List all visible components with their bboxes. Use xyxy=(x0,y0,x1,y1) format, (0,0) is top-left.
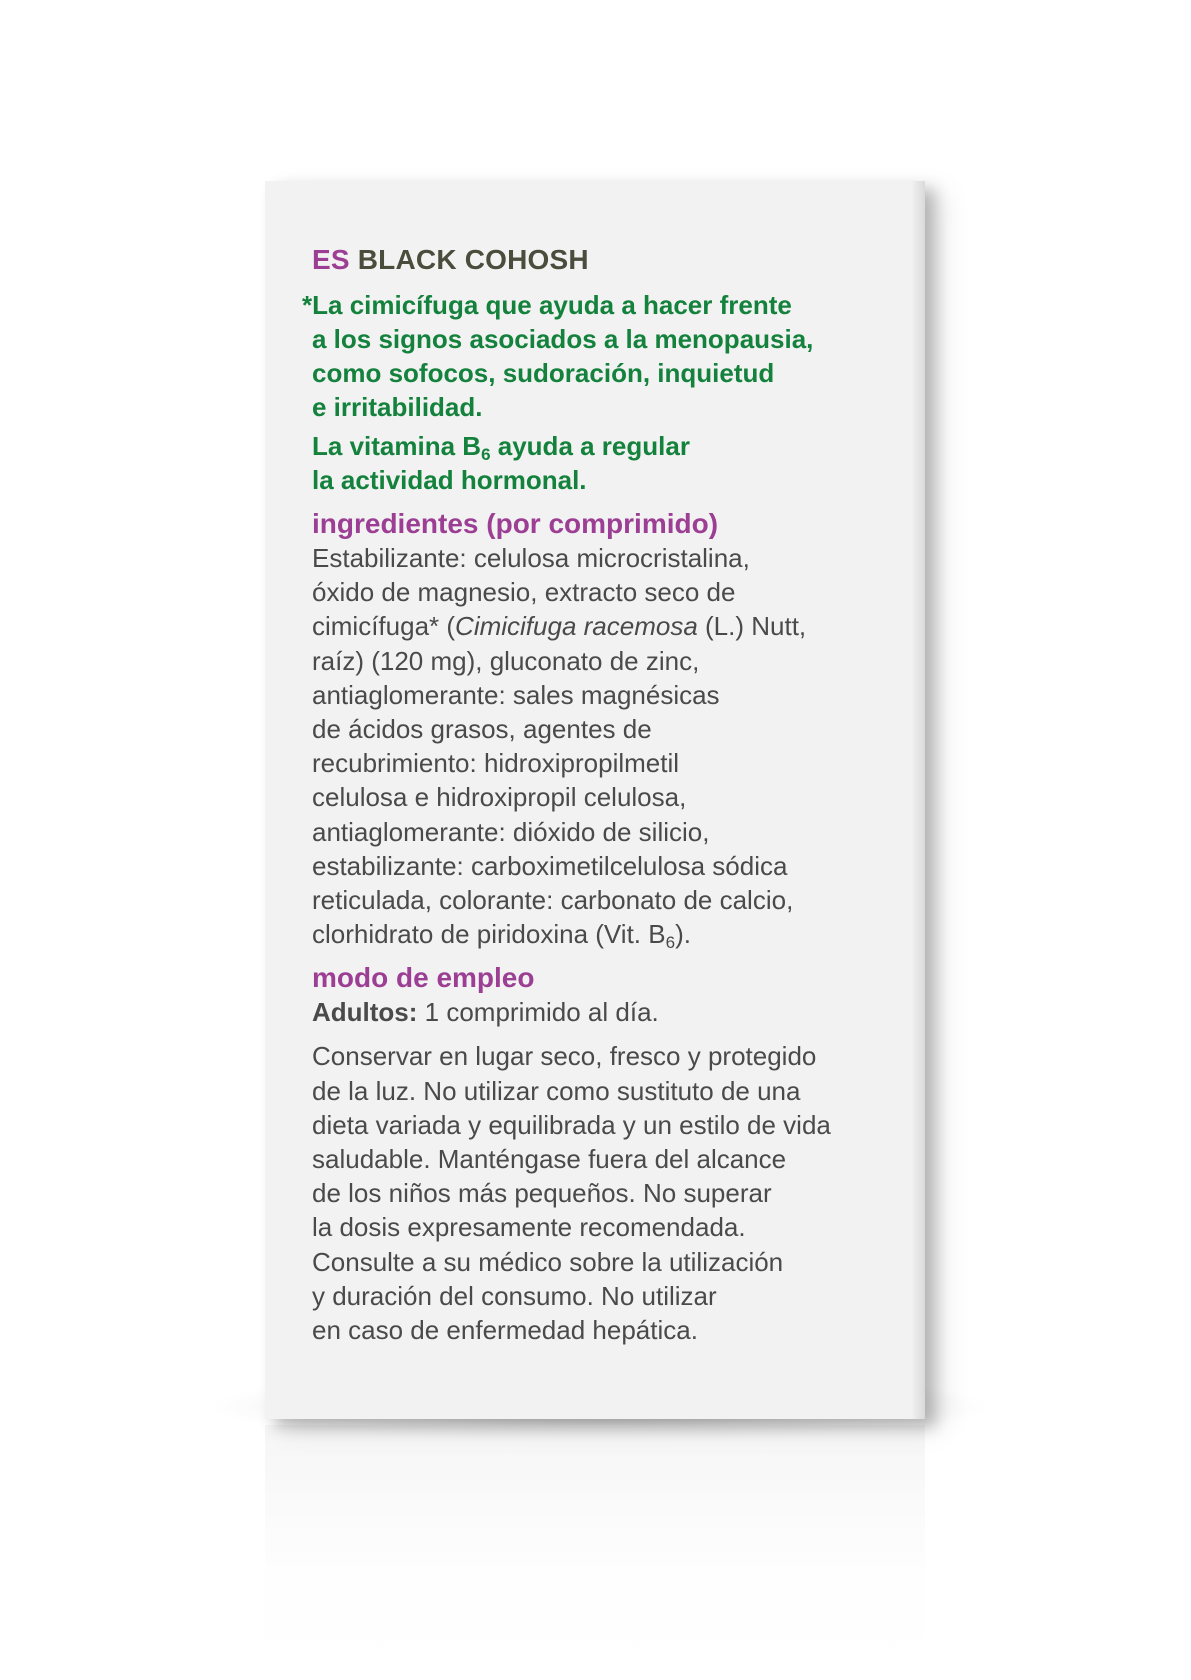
usage-text: 1 comprimido al día. xyxy=(417,997,659,1028)
ingredients-title: ingredientes (por comprimido) xyxy=(312,508,719,539)
language-code: ES xyxy=(312,244,350,275)
ingredients-botanical-name: Cimicifuga racemosa xyxy=(455,611,698,642)
health-claim-vitamin-b6 xyxy=(312,429,907,497)
ingredients-text-end: ). xyxy=(675,919,691,950)
product-name: BLACK COHOSH xyxy=(357,244,589,275)
claim-b6-text-end: ayuda a regular la actividad hormonal. xyxy=(312,431,690,495)
ingredients-text-middle: (L.) Nutt, raíz) (120 mg), gluconato de zinc, antiaglomerante: sales magnésicas de ácidos grasos, agentes de recubrimiento: hidroxipropilmetil celulosa e hidroxipropil celulosa, antiaglomerante: dióxido de silicio, estabilizante: carboximetilcelulosa sódica reticulada, colorante: carbonato de calcio, clorhidrato de piridoxina (Vit. B xyxy=(312,611,807,950)
ingredients-subscript: 6 xyxy=(665,933,676,953)
storage-warnings: Conservar en lugar seco, fresco y protegido de la luz. No utilizar como sustituto de una dieta variada y equilibrada y un estilo de vida saludable. Manténgase fuera del alcance de los niños más pequeños. No superar la dosis expresamente recomendada. Consulte a su médico sobre la utilización y duración del consumo. No utilizar en caso de enfermedad hepática. xyxy=(312,1041,831,1346)
ingredients-list xyxy=(312,541,907,951)
usage-label: Adultos: xyxy=(312,997,418,1028)
claim-b6-text-start: La vitamina B xyxy=(312,431,482,461)
box-reflection xyxy=(265,1425,925,1680)
claim-cimicifuga-text: La cimicífuga que ayuda a hacer frente a los signos asociados a la menopausia, como sofocos, sudoración, inquietud e irritabilidad. xyxy=(312,290,814,422)
claim-asterisk: * xyxy=(302,290,313,320)
usage-instructions xyxy=(312,995,907,1029)
label-content xyxy=(302,243,907,1347)
health-claim-cimicifuga xyxy=(302,288,907,424)
product-heading xyxy=(312,243,907,277)
usage-title: modo de empleo xyxy=(312,962,535,994)
claim-b6-subscript: 6 xyxy=(481,445,491,464)
ingredients-text-start: Estabilizante: celulosa microcristalina, óxido de magnesio, extracto seco de cimicífuga* ( xyxy=(312,543,750,642)
product-box-side-panel xyxy=(265,181,925,1419)
